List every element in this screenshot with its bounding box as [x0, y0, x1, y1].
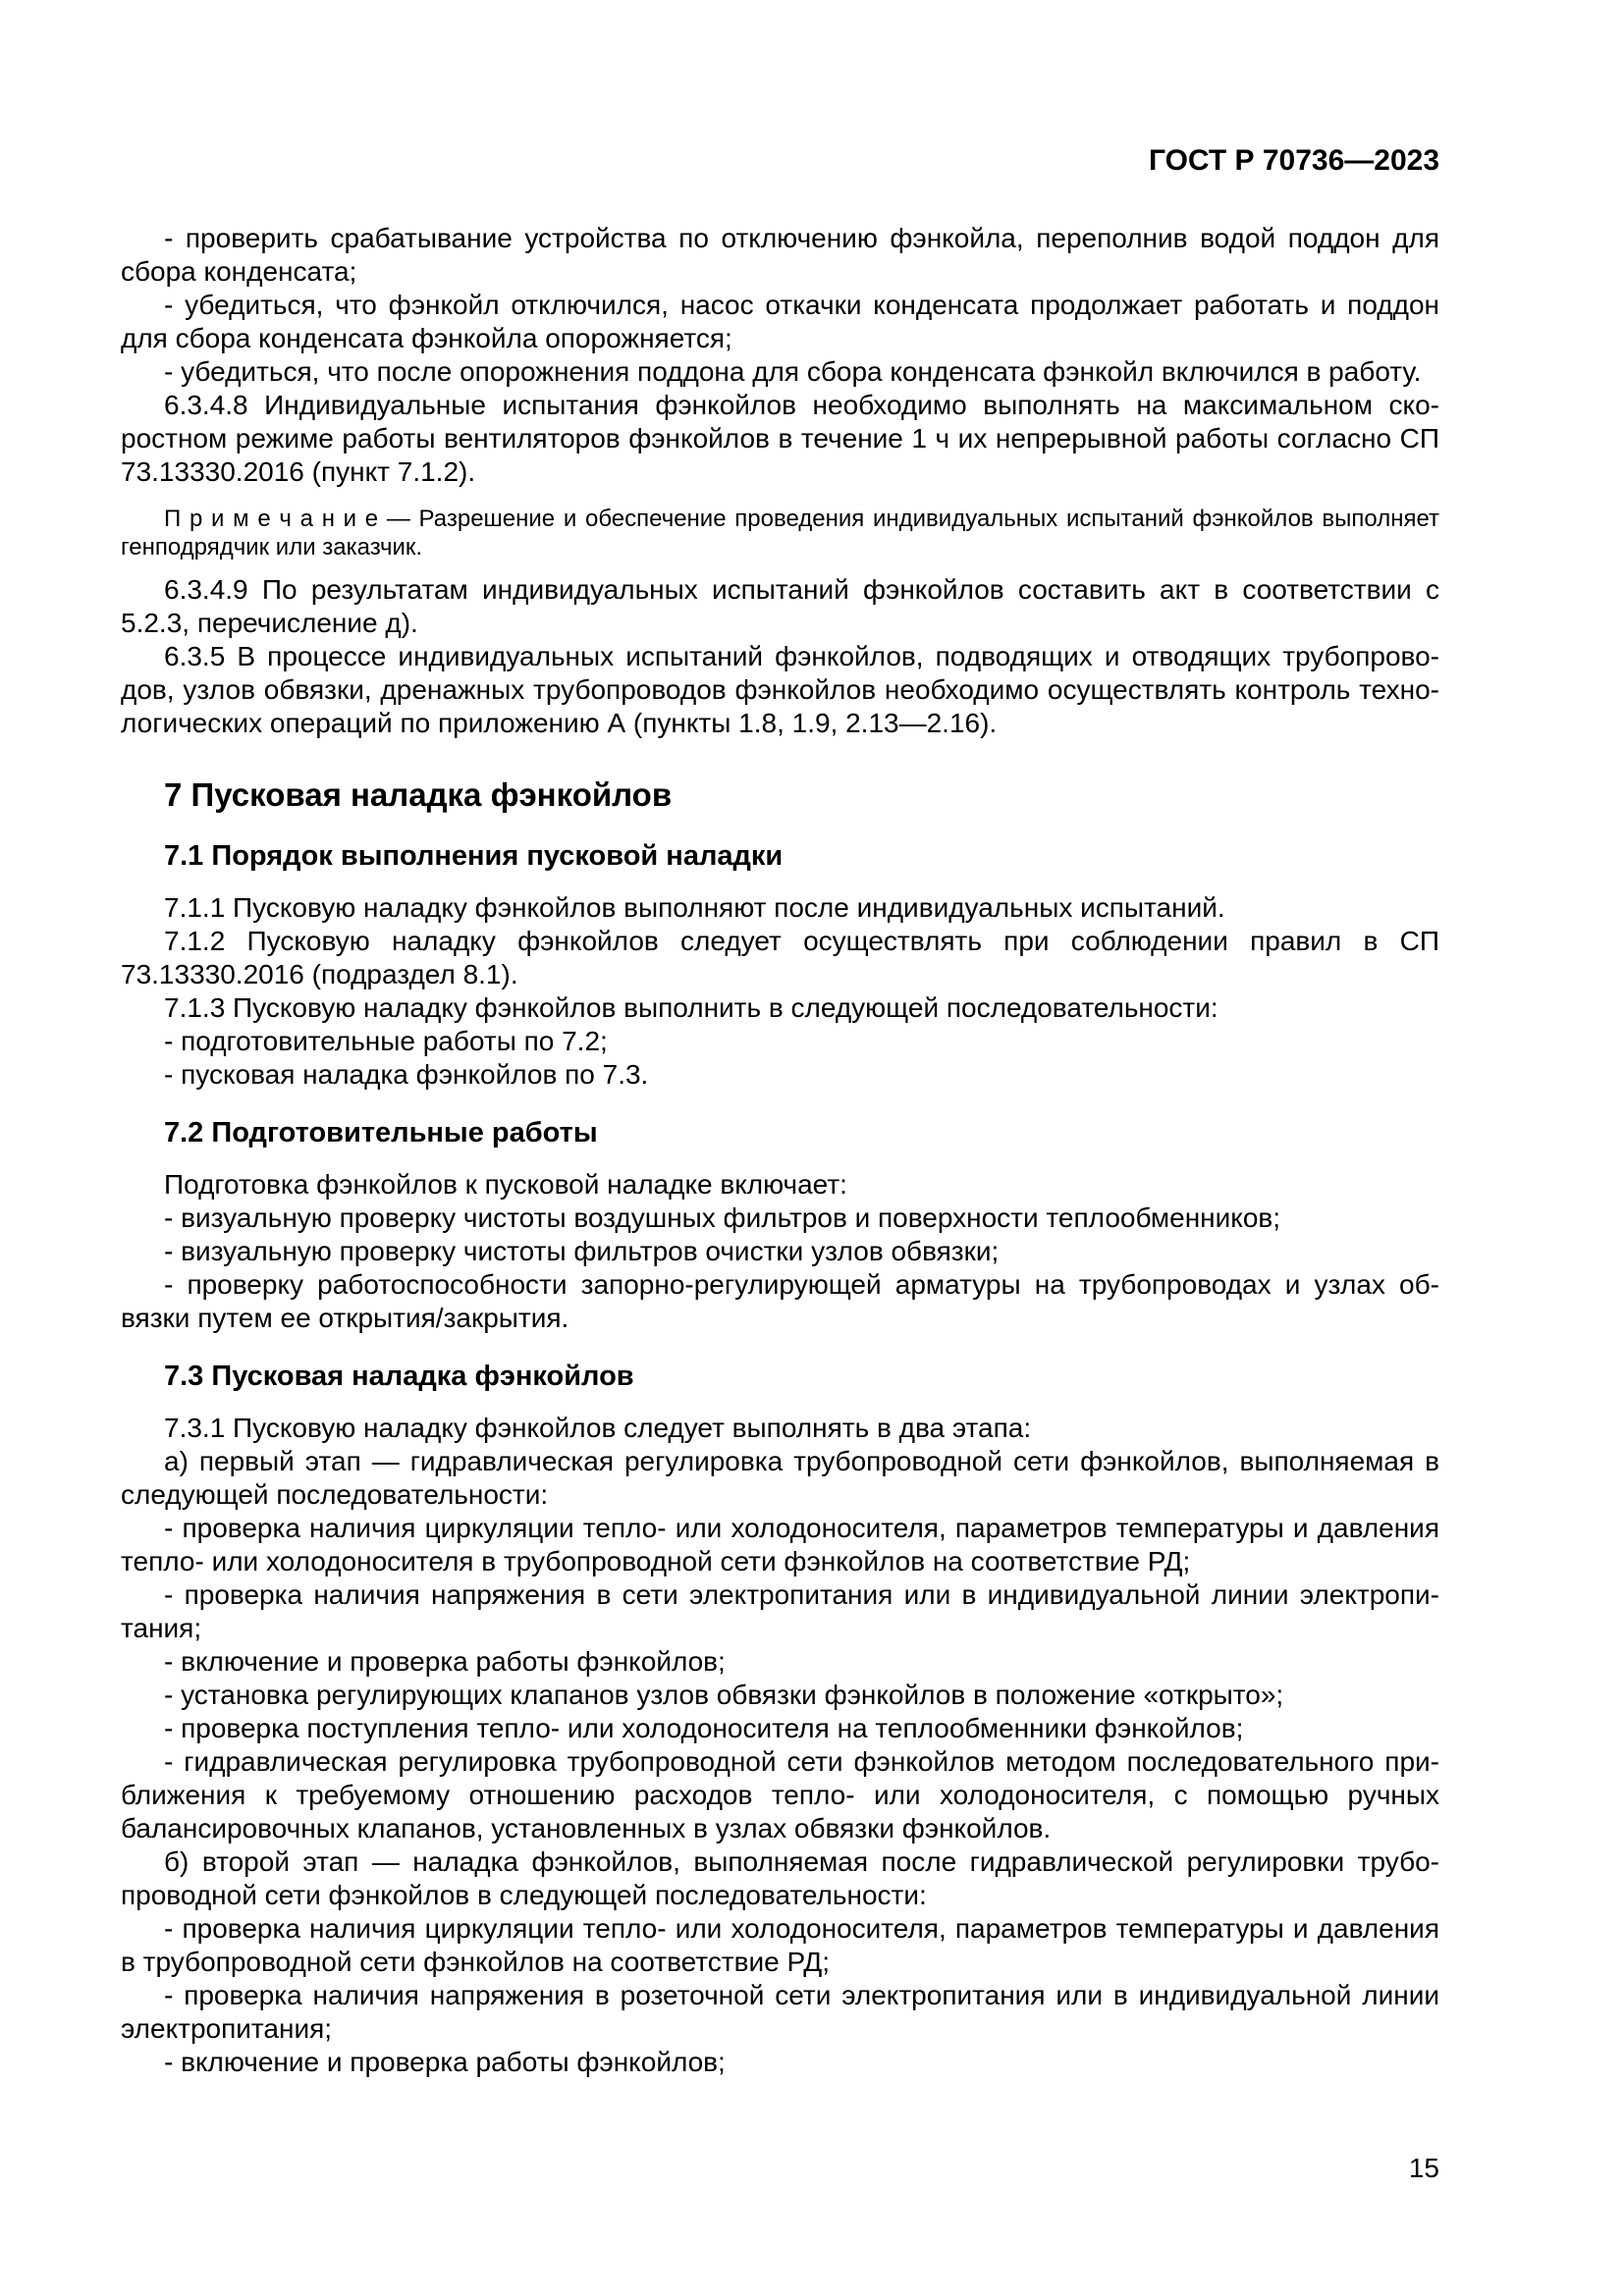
list-item: - подготовительные работы по 7.2; [164, 1026, 608, 1056]
list-item: - включение и проверка работы фэнкойлов; [164, 1646, 726, 1677]
paragraph: 7.1.2 Пусковую наладку фэнкойлов следует осуществлять при соблюдении правил в СП 73.13330.2016 (подраздел 8.1). [121, 926, 1439, 989]
paragraph: 7.3.1 Пусковую наладку фэнкойлов следует выполнять в два этапа: [164, 1413, 1032, 1443]
list-item: - проверка наличия напряжения в сети электропитания или в индивидуальной линии электропитания; [121, 1579, 1439, 1643]
page-number: 15 [1408, 2153, 1439, 2183]
paragraph: а) первый этап — гидравлическая регулировка трубопроводной сети фэнкойлов, выполняемая в следующей последовательности: [121, 1446, 1439, 1510]
list-item: - визуальную проверку чистоты фильтров очистки узлов обвязки; [164, 1236, 1000, 1266]
list-item: - проверка наличия циркуляции тепло- или холодоносителя, параметров температуры и давления в трубопроводной сети фэнкойлов на соответствие РД; [121, 1913, 1439, 1977]
paragraph: 7.1.3 Пусковую наладку фэнкойлов выполнить в следующей последовательности: [164, 992, 1218, 1023]
list-item: - визуальную проверку чистоты воздушных фильтров и поверхности теплообменников; [164, 1202, 1281, 1233]
document-content [121, 145, 1439, 2185]
list-item: - проверка наличия циркуляции тепло- или холодоносителя, параметров температуры и давления тепло- или холодоносителя в трубопроводной сети фэнкойлов на соответствие РД; [121, 1513, 1439, 1576]
list-item: - включение и проверка работы фэнкойлов; [164, 2047, 726, 2077]
subsection-heading: 7.3 Пусковая наладка фэнкойлов [164, 1361, 634, 1392]
list-item: - установка регулирующих клапанов узлов обвязки фэнкойлов в положение «открыто»; [164, 1680, 1284, 1710]
document-header: ГОСТ Р 70736—2023 [1148, 144, 1439, 177]
list-item: - проверка поступления тепло- или холодоносителя на теплообменники фэнкойлов; [164, 1713, 1244, 1743]
list-item: - гидравлическая регулировка трубопроводной сети фэнкойлов методом последовательного приближения к требуемому отношению расходов тепло- или холодоносителя, с помощью ручных балансировочных клапанов, установленных в узлах обвязки фэнкойлов. [121, 1746, 1439, 1843]
list-item: - проверить срабатывание устройства по отключению фэнкойла, переполнив водой поддон для сбора конденсата; [121, 223, 1439, 287]
section-heading: 7 Пусковая наладка фэнкойлов [164, 776, 673, 813]
paragraph: б) второй этап — наладка фэнкойлов, выполняемая после гидравлической регулировки трубопроводной сети фэнкойлов в следующей последовательности: [121, 1846, 1439, 1910]
paragraph: Подготовка фэнкойлов к пусковой наладке включает: [164, 1169, 847, 1200]
list-item: - проверку работоспособности запорно-регулирующей арматуры на трубопроводах и узлах обвязки путем ее открытия/закрытия. [121, 1269, 1439, 1333]
paragraph: 7.1.1 Пусковую наладку фэнкойлов выполняют после индивидуальных испытаний. [164, 892, 1225, 923]
paragraph: 6.3.4.8 Индивидуальные испытания фэнкойлов необходимо выполнять на максимальном скоростном режиме работы вентиляторов фэнкойлов в течение 1 ч их непрерывной работы согласно СП 73.13330.2016 (пункт 7.1.2). [121, 390, 1439, 487]
list-item: - убедиться, что после опорожнения поддона для сбора конденсата фэнкойл включился в работу. [164, 356, 1422, 387]
paragraph: 6.3.5 В процессе индивидуальных испытаний фэнкойлов, подводящих и отводящих трубопроводов, узлов обвязки, дренажных трубопроводов фэнкойлов необходимо осуществлять контроль технологических операций по приложению А (пункты 1.8, 1.9, 2.13—2.16). [121, 641, 1439, 738]
paragraph: 6.3.4.9 По результатам индивидуальных испытаний фэнкойлов составить акт в соответствии с 5.2.3, перечисление д). [121, 574, 1439, 638]
subsection-heading: 7.2 Подготовительные работы [164, 1117, 598, 1148]
list-item: - проверка наличия напряжения в розеточной сети электропитания или в индивидуальной линии электропитания; [121, 1980, 1439, 2044]
note: П р и м е ч а н и е — Разрешение и обеспечение проведения индивидуальных испытаний фэнкойлов выполняет генподрядчик или заказчик. [121, 506, 1439, 561]
list-item: - пусковая наладка фэнкойлов по 7.3. [164, 1059, 649, 1090]
list-item: - убедиться, что фэнкойл отключился, насос откачки конденсата продолжает работать и поддон для сбора конденсата фэнкойла опорожняется; [121, 290, 1439, 353]
subsection-heading: 7.1 Порядок выполнения пусковой наладки [164, 840, 784, 872]
